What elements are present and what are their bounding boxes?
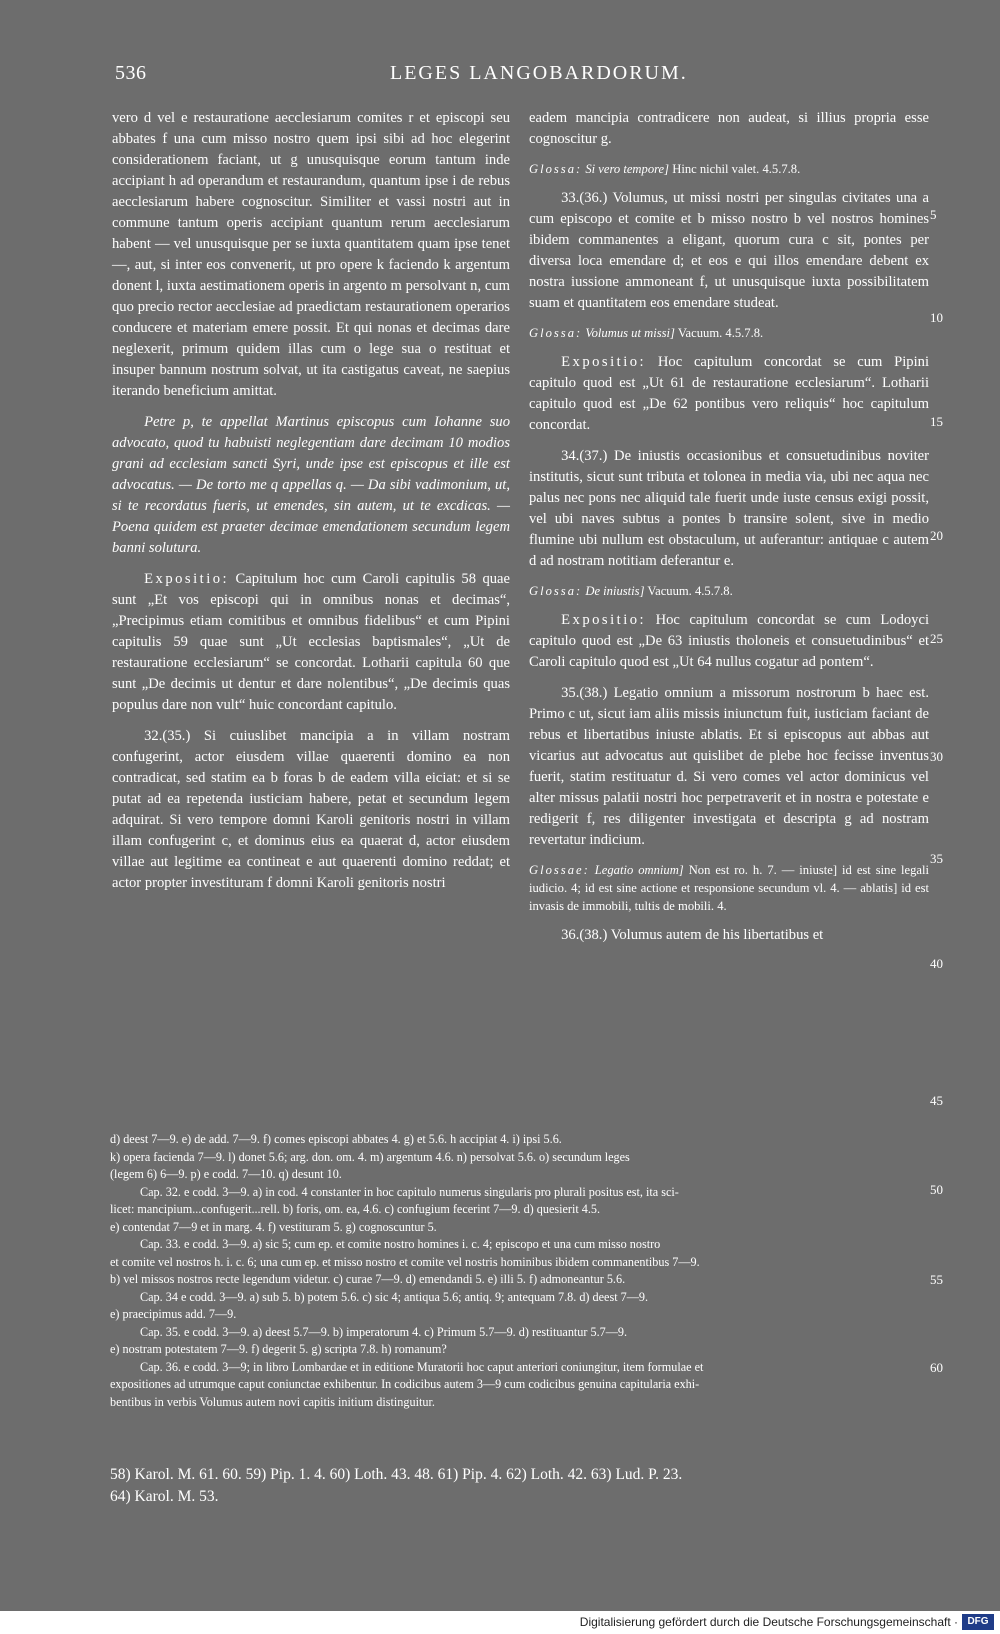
left-column <box>112 108 510 904</box>
glossa-lemma: De iniustis] <box>585 584 645 598</box>
margin-line-number: 15 <box>930 414 943 429</box>
margin-line-number: 25 <box>930 631 943 646</box>
footnote-line: Cap. 35. e codd. 3—9. a) deest 5.7—9. b) imperatorum 4. c) Primum 5.7—9. d) restituantur 5.7—9. <box>140 1324 628 1339</box>
glossa-lemma: Volumus ut missi] <box>585 326 675 340</box>
expositio-text: Hoc capitulum concordat se cum Pipini capitulo quod est „Ut 61 de restauratione ecclesiarum“. Lotharii capitulo quod est „De 62 pontibus vero reliquis“ hoc capitulum concordat. <box>529 354 930 433</box>
margin-line-number: 35 <box>930 851 943 866</box>
right-column <box>529 108 929 956</box>
margin-line-number: 10 <box>930 310 943 325</box>
margin-line-number: 50 <box>930 1182 943 1197</box>
text-paragraph: eadem mancipia contradicere non audeat, si illius propria esse cognoscitur g. <box>529 110 929 147</box>
footnote-line: (legem 6) 6—9. p) e codd. 7—10. q) desunt 10. <box>110 1167 342 1181</box>
expositio <box>529 610 929 673</box>
glossa <box>529 160 929 178</box>
text-paragraph: 33.(36.) Volumus, ut missi nostri per singulas civitates una a cum episcopo et comite et b misso nostro b vel nostros homines ibidem commanentes a eligant, quorum cura c sit, pontes per diversa loca emendare d; et eos e qui illos emendare debent ex nostra iussione ammoneant f, ut unusquisque iuxta possibilitatem suam et quantitatem eos emendare studeat. <box>529 190 929 311</box>
footnote-line: e) praecipimus add. 7—9. <box>110 1307 237 1321</box>
footnote-line: b) vel missos nostros recte legendum videtur. c) curae 7—9. d) emendandi 5. e) illi 5. f) admoneantur 5.6. <box>110 1272 626 1286</box>
footnote-line: Cap. 32. e codd. 3—9. a) in cod. 4 constanter in hoc capitulo numerus singularis pro plurali positus est, ita sci- <box>140 1184 679 1199</box>
glossa-text: Vacuum. 4.5.7.8. <box>647 584 733 598</box>
glossa-lemma: Si vero tempore] <box>585 162 670 176</box>
expositio <box>112 569 510 716</box>
text-paragraph: vero d vel e restauratione aecclesiarum comites r et episcopi seu abbates f una cum misso nostro quem ipsi sibi ad hoc elegerint considerationem faciant, ut g unusquisque eorum tantum inde accipiant h ad operandum et restaurandum, quantum ipse i de rebus aecclesiarum habere cognoscitur. Similiter et vassi nostri aut in commune tantum operis accipiant quantum rerum aecclesiarum habent — vel unusquisque per se iuxta quantitatem quam ipse tenet —, aut, si inter eos convenerit, ut pro opere k faciendo k argentum donent l, iuxta aestimationem operis in argento m persolvant n, cum quo precio rector aecclesiae ad praedictam restaurationem operarios conducere et materiam emere possit. Et qui nonas et decimas dare neglexerit, primum quidem illas cum o lege sua o restituat et insuper bannum nostrum solvat, ut ita castigatus caveat, ne saepius iterando beneficium amittat. <box>112 110 510 399</box>
footnote-line: licet: mancipium...confugerit...rell. b) foris, om. ea, 4.6. c) confugium fecerint 7—9. d) quesierit 4.5. <box>110 1202 601 1216</box>
source-references <box>110 1464 930 1508</box>
expositio-label: Expositio: <box>144 571 230 587</box>
dfg-logo-icon: DFG <box>962 1614 994 1630</box>
footnote-line: Cap. 34 e codd. 3—9. a) sub 5. b) potem 5.6. c) sic 4; antiqua 5.6; antiq. 9; antequam 7.8. d) deest 7—9. <box>140 1289 649 1304</box>
footnote-line: e) contendat 7—9 et in marg. 4. f) vestituram 5. g) cognoscuntur 5. <box>110 1219 437 1234</box>
text-paragraph: 35.(38.) Legatio omnium a missorum nostrorum b haec est. Primo c ut, sicut iam aliis missis iniunctum fuit, iusticiam faciant de rebus et libertatibus iniuste ablatis. Et si episcopus aut abbas aut vicarius aut advocatus aut quislibet de plebe hoc fecisse inventus fuerit, statim restituatur d. Si vero comes vel actor dominicus vel alter missus palatii nostri hoc perpetraverit et in nostra e potestate e redigerit f, res diligenter investigata et descripta g ad nostram revertatur indicium. <box>529 685 929 848</box>
footnote-line: Cap. 36. e codd. 3—9; in libro Lombardae et in editione Muratorii hoc caput anteriori coniungitur, item formulae et <box>140 1359 704 1374</box>
footnote-line: e) nostram potestatem 7—9. f) degerit 5. g) scripta 7.8. h) romanum? <box>110 1342 447 1356</box>
margin-line-number: 45 <box>930 1093 943 1108</box>
page-number: 536 <box>115 62 147 84</box>
margin-line-number: 55 <box>930 1272 943 1287</box>
glossa-lemma: Legatio omnium] <box>594 863 684 877</box>
footnote-line: Cap. 33. e codd. 3—9. a) sic 5; cum ep. et comite nostro homines i. c. 4; episcopo et una cum misso nostro <box>140 1237 661 1251</box>
margin-line-numbers <box>930 0 970 1611</box>
margin-line-number: 30 <box>930 749 943 764</box>
expositio-label: Expositio: <box>561 612 647 628</box>
running-title: LEGES LANGOBARDORUM. <box>390 62 688 84</box>
footnote-line: k) opera facienda 7—9. l) donet 5.6; arg. don. om. 4. m) argentum 4.6. n) persolvat 5.6. o) secundum leges <box>110 1149 630 1164</box>
glossa-text: Non est ro. h. 7. — iniuste] id est sine legali iudicio. 4; id est sine actione et responsione secundum vl. 4. — ablatis] id est invasis de immobili, tultis de mobili. 4. <box>529 863 930 913</box>
text-paragraph: 34.(37.) De iniustis occasionibus et consuetudinibus noviter institutis, sicut sunt tributa et tolonea in media via, ubi nec aqua nec palus nec pons nec aliquid tale fuerit unde iuste census exigi possit, vel ubi naves subtus a pontes b transire solent, sive in medio flumine ubi nullum est obstaculum, ut auferantur: antiquae c autem d ad nostram notitiam deferantur e. <box>529 448 929 569</box>
digitization-footer <box>0 1611 1000 1634</box>
footnote-line: d) deest 7—9. e) de add. 7—9. f) comes episcopi abbates 4. g) et 5.6. h accipiat 4. i) ipsi 5.6. <box>110 1132 562 1146</box>
text-paragraph: 32.(35.) Si cuiuslibet mancipia a in villam nostram confugerint, actor eiusdem villae quaerenti domino ea non contradicat, sed statim ea b foras b de eadem villa eiciat: et si se putat ad ea repetenda iusticiam habere, petat et secundum legem adquirat. Si vero tempore domni Karoli genitoris nostri in villam illam confugerint c, et dominus eius ea quaerat d, actor eiusdem villae aut legitime ea contineat e aut quaerenti domino reddat; et actor propter investituram f domni Karoli genitoris nostri <box>112 728 510 891</box>
reference-line: 64) Karol. M. 53. <box>110 1488 219 1505</box>
margin-line-number: 60 <box>930 1360 943 1375</box>
formula-paragraph: Petre p, te appellat Martinus episcopus cum Iohanne suo advocato, quod tu habuisti neglegentiam dare decimam 10 modios grani ad ecclesiam sancti Syri, unde ipse est episcopus et ille est advocatus. — De torto me q appellas q. — Da sibi vadimonium, ut, si te recordatus fueris, ut emendes, sin autem, ut te excdicas. — Poena quidem est praeter decimae emendationem secundum legem banni solutura. <box>112 414 510 556</box>
glossa <box>529 582 929 600</box>
margin-line-number: 40 <box>930 956 943 971</box>
expositio-text: Hoc capitulum concordat se cum Lodoyci capitulo quod est „De 63 iniustis tholoneis et consuetudinibus“ et Caroli capitulo quod est „Ut 64 nullus cogatur ad pontem“. <box>529 612 929 670</box>
expositio-text: Capitulum hoc cum Caroli capitulis 58 quae sunt „Et vos episcopi qui in omnibus nonas et decimas“, „Precipimus etiam comitibus et omnibus fidelibus“ et cum Pipini capitulis 59 quae sunt „Ut ecclesias baptismales“, „Ut de restauratione ecclesiarum“ se concordat. Lotharii capitula 60 que sunt „De decimis ut dentur et dare nolentibus“, „De decimis quas populus dare non vult“ huic concordant capitulo. <box>112 571 510 713</box>
footnote-line: expositiones ad utrumque caput coniunctae exhibentur. In codicibus autem 3—9 cum codicibus genuina capitularia exhi- <box>110 1377 700 1391</box>
footer-credit: Digitalisierung gefördert durch die Deutsche Forschungsgemeinschaft · <box>579 1615 958 1629</box>
margin-line-number: 20 <box>930 528 943 543</box>
glossa-label: Glossae: <box>529 863 590 877</box>
glossa-label: Glossa: <box>529 326 583 340</box>
margin-line-number: 5 <box>930 207 937 222</box>
glossa-label: Glossa: <box>529 162 583 176</box>
expositio-label: Expositio: <box>561 354 647 370</box>
glossa <box>529 324 929 342</box>
critical-apparatus <box>110 1131 930 1411</box>
footnote-line: bentibus in verbis Volumus autem novi capitis initium distinguitur. <box>110 1394 435 1409</box>
reference-line: 58) Karol. M. 61. 60. 59) Pip. 1. 4. 60) Loth. 43. 48. 61) Pip. 4. 62) Loth. 42. 63) Lud. P. 23. <box>110 1466 683 1483</box>
text-paragraph: 36.(38.) Volumus autem de his libertatibus et <box>561 927 824 943</box>
footnote-line: et comite vel nostros h. i. c. 6; una cum ep. et misso nostro et comite vel nostris hominibus ibidem commanentibus 7—9. <box>110 1254 700 1269</box>
glossa-text: Vacuum. 4.5.7.8. <box>677 326 764 340</box>
glossa-label: Glossa: <box>529 584 583 598</box>
expositio <box>529 352 929 436</box>
glossa <box>529 861 929 915</box>
glossa-text: Hinc nichil valet. 4.5.7.8. <box>672 162 801 176</box>
